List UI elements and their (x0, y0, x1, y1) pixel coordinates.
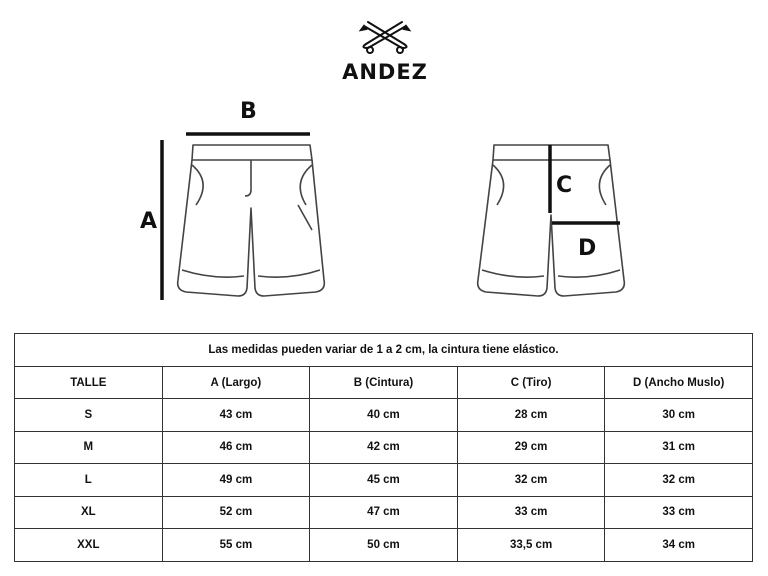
c-cell: 29 cm (457, 431, 605, 464)
size-cell: XL (15, 496, 163, 529)
b-cell: 45 cm (310, 464, 458, 497)
table-row (15, 496, 753, 529)
c-cell: 28 cm (457, 399, 605, 432)
table-row (15, 431, 753, 464)
a-cell: 52 cm (162, 496, 310, 529)
table-row (15, 399, 753, 432)
table-note: Las medidas pueden variar de 1 a 2 cm, la cintura tiene elástico. (15, 334, 753, 367)
b-cell: 47 cm (310, 496, 458, 529)
header-b-cintura: B (Cintura) (310, 367, 458, 399)
size-chart-table (14, 333, 753, 562)
label-d: D (578, 236, 597, 261)
label-c: C (556, 173, 573, 198)
a-cell: 55 cm (162, 529, 310, 562)
label-b: B (240, 99, 257, 124)
d-cell: 34 cm (605, 529, 753, 562)
c-cell: 33,5 cm (457, 529, 605, 562)
size-cell: L (15, 464, 163, 497)
d-cell: 30 cm (605, 399, 753, 432)
table-header-row (15, 367, 753, 399)
header-d-ancho-muslo: D (Ancho Muslo) (605, 367, 753, 399)
size-cell: S (15, 399, 163, 432)
b-cell: 40 cm (310, 399, 458, 432)
size-cell: XXL (15, 529, 163, 562)
d-cell: 33 cm (605, 496, 753, 529)
header-talle: TALLE (15, 367, 163, 399)
table-row (15, 529, 753, 562)
b-cell: 50 cm (310, 529, 458, 562)
b-cell: 42 cm (310, 431, 458, 464)
shorts-front-illustration (178, 145, 325, 296)
a-cell: 49 cm (162, 464, 310, 497)
a-cell: 46 cm (162, 431, 310, 464)
c-cell: 33 cm (457, 496, 605, 529)
label-a: A (140, 209, 158, 234)
c-cell: 32 cm (457, 464, 605, 497)
table-row (15, 464, 753, 497)
size-cell: M (15, 431, 163, 464)
a-cell: 43 cm (162, 399, 310, 432)
d-cell: 31 cm (605, 431, 753, 464)
brand-name: ANDEZ (342, 60, 428, 84)
header-c-tiro: C (Tiro) (457, 367, 605, 399)
header-a-largo: A (Largo) (162, 367, 310, 399)
d-cell: 32 cm (605, 464, 753, 497)
